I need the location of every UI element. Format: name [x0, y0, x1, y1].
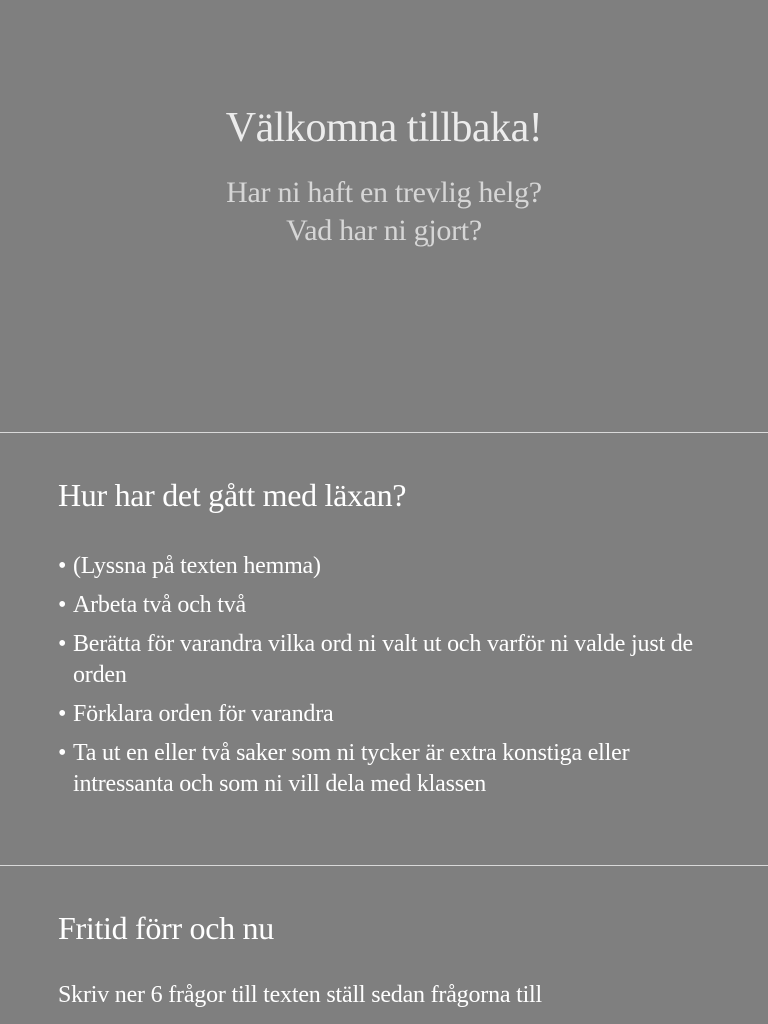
slide-title: Fritid förr och nu [58, 910, 274, 946]
bullet-text: Förklara orden för varandra [73, 701, 334, 727]
bullet-item [58, 738, 698, 800]
bullet-text: Berätta för varandra vilka ord ni valt ut och varför ni valde just de orden [73, 631, 693, 688]
bullet-icon: • [58, 631, 67, 657]
bullet-text: Ta ut en eller två saker som ni tycker är extra konstiga eller intressanta och som ni vill dela med klassen [73, 740, 630, 797]
bullet-item [58, 551, 698, 582]
bullet-icon: • [58, 740, 67, 766]
bullet-item [58, 629, 698, 691]
bullet-icon: • [58, 701, 67, 727]
slide-welcome [0, 0, 768, 432]
slide-title: Välkomna tillbaka! [225, 105, 543, 151]
slide-subtitle-line: Vad har ni gjort? [286, 214, 482, 247]
bullet-text: (Lyssna på texten hemma) [73, 553, 321, 579]
bullet-text: Arbeta två och två [73, 592, 246, 618]
slide-leisure [0, 866, 768, 1024]
slide-body-text: Skriv ner 6 frågor till texten ställ sedan frågorna till [58, 982, 542, 1008]
bullet-list [58, 551, 698, 808]
bullet-icon: • [58, 553, 67, 579]
bullet-item [58, 590, 698, 621]
slide-subtitle-line: Har ni haft en trevlig helg? [226, 176, 542, 209]
slide-homework [0, 433, 768, 864]
slide-title: Hur har det gått med läxan? [58, 477, 407, 513]
bullet-icon: • [58, 592, 67, 618]
bullet-item [58, 699, 698, 730]
